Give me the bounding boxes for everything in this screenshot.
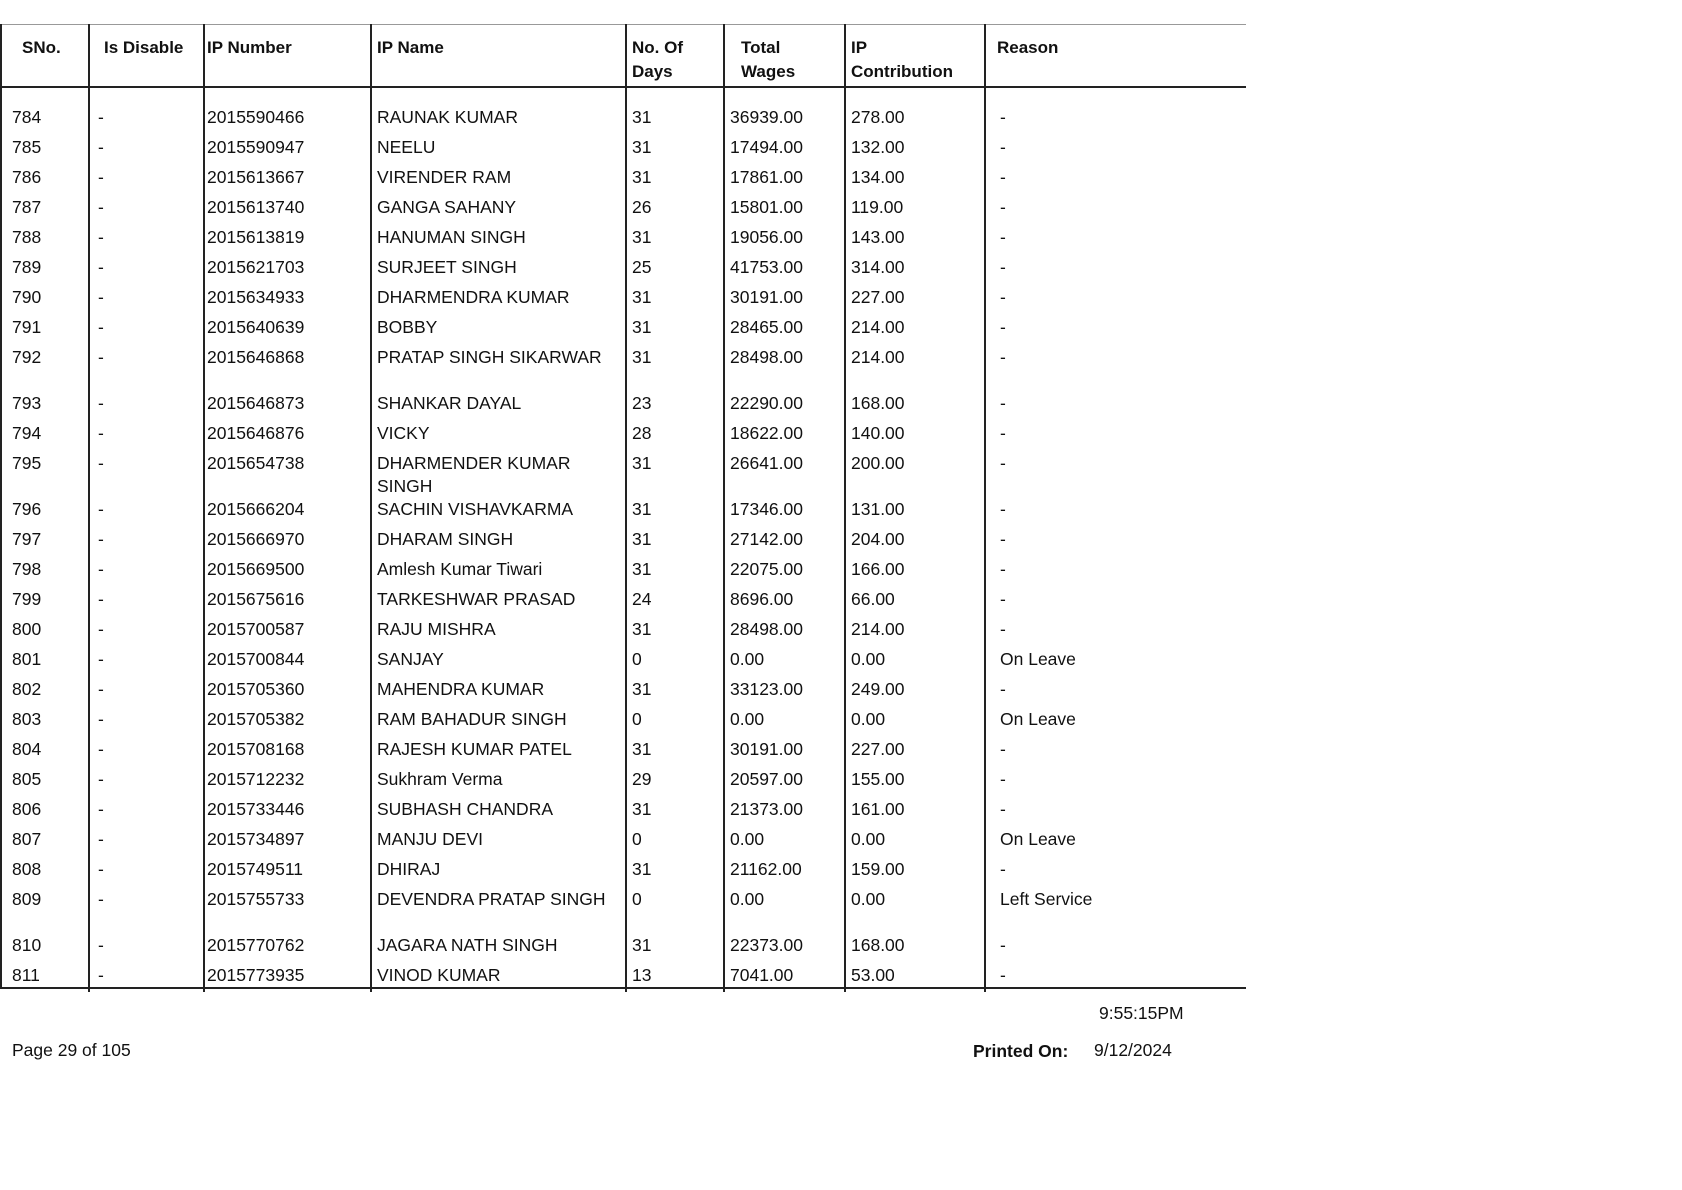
cell-days: 13 <box>632 965 652 985</box>
cell-reason: On Leave <box>1000 649 1076 669</box>
cell-sno: 810 <box>12 935 42 955</box>
printed-on-label: Printed On: <box>973 1041 1069 1061</box>
cell-ip-contribution: 168.00 <box>851 935 905 955</box>
cell-total-wages: 17494.00 <box>730 137 803 157</box>
cell-is-disable: - <box>98 197 104 217</box>
cell-reason: - <box>1000 529 1006 549</box>
cell-is-disable: - <box>98 709 104 729</box>
cell-total-wages: 30191.00 <box>730 287 803 307</box>
cell-sno: 807 <box>12 829 42 849</box>
cell-sno: 785 <box>12 137 42 157</box>
header-bottom-border <box>0 86 1246 88</box>
cell-total-wages: 21162.00 <box>730 859 802 879</box>
cell-ip-number: 2015613819 <box>207 227 305 247</box>
cell-is-disable: - <box>98 649 104 669</box>
cell-ip-number: 2015733446 <box>207 799 305 819</box>
column-divider <box>203 24 205 992</box>
cell-reason: - <box>1000 769 1006 789</box>
cell-ip-name: MANJU DEVI <box>377 829 483 849</box>
cell-ip-name: JAGARA NATH SINGH <box>377 935 558 955</box>
print-time: 9:55:15PM <box>1099 1003 1184 1023</box>
cell-ip-contribution: 200.00 <box>851 453 905 473</box>
cell-ip-number: 2015590466 <box>207 107 305 127</box>
cell-sno: 791 <box>12 317 42 337</box>
cell-days: 29 <box>632 769 652 789</box>
cell-sno: 804 <box>12 739 42 759</box>
column-divider <box>370 24 372 992</box>
cell-is-disable: - <box>98 423 104 443</box>
cell-reason: - <box>1000 317 1006 337</box>
cell-days: 31 <box>632 347 652 367</box>
cell-reason: - <box>1000 799 1006 819</box>
cell-total-wages: 22290.00 <box>730 393 803 413</box>
cell-is-disable: - <box>98 559 104 579</box>
cell-ip-name: VINOD KUMAR <box>377 965 501 985</box>
cell-ip-name: DHIRAJ <box>377 859 441 879</box>
cell-reason: - <box>1000 935 1006 955</box>
cell-days: 31 <box>632 499 652 519</box>
cell-ip-contribution: 278.00 <box>851 107 905 127</box>
cell-sno: 786 <box>12 167 42 187</box>
column-divider <box>88 24 90 992</box>
cell-days: 31 <box>632 453 652 473</box>
cell-sno: 805 <box>12 769 42 789</box>
cell-ip-name: GANGA SAHANY <box>377 197 517 217</box>
cell-ip-number: 2015666970 <box>207 529 305 549</box>
cell-ip-name: NEELU <box>377 137 436 157</box>
cell-days: 0 <box>632 649 642 669</box>
cell-sno: 798 <box>12 559 42 579</box>
cell-total-wages: 17346.00 <box>730 499 803 519</box>
cell-sno: 787 <box>12 197 42 217</box>
cell-total-wages: 7041.00 <box>730 965 794 985</box>
cell-ip-contribution: 159.00 <box>851 859 905 879</box>
cell-ip-contribution: 204.00 <box>851 529 905 549</box>
cell-total-wages: 8696.00 <box>730 589 794 609</box>
cell-sno: 809 <box>12 889 42 909</box>
cell-ip-number: 2015640639 <box>207 317 305 337</box>
cell-days: 0 <box>632 829 642 849</box>
cell-reason: - <box>1000 347 1006 367</box>
cell-ip-contribution: 155.00 <box>851 769 905 789</box>
cell-is-disable: - <box>98 317 104 337</box>
cell-ip-contribution: 161.00 <box>851 799 905 819</box>
column-divider <box>625 24 627 992</box>
cell-ip-name: Sukhram Verma <box>377 769 503 789</box>
cell-ip-number: 2015705360 <box>207 679 305 699</box>
cell-ip-number: 2015621703 <box>207 257 305 277</box>
cell-is-disable: - <box>98 859 104 879</box>
cell-total-wages: 28498.00 <box>730 619 803 639</box>
cell-sno: 803 <box>12 709 42 729</box>
cell-ip-name: DHARMENDER KUMAR SINGH <box>377 453 571 496</box>
cell-ip-name: DHARAM SINGH <box>377 529 514 549</box>
cell-reason: - <box>1000 393 1006 413</box>
cell-ip-contribution: 314.00 <box>851 257 905 277</box>
cell-total-wages: 33123.00 <box>730 679 803 699</box>
cell-reason: On Leave <box>1000 829 1076 849</box>
cell-is-disable: - <box>98 347 104 367</box>
cell-ip-name: SACHIN VISHAVKARMA <box>377 499 574 519</box>
cell-reason: - <box>1000 619 1006 639</box>
table-top-border <box>0 24 1246 25</box>
cell-ip-name: RAJU MISHRA <box>377 619 496 639</box>
header-ip-name: IP Name <box>377 38 444 57</box>
cell-total-wages: 17861.00 <box>730 167 803 187</box>
cell-ip-number: 2015700844 <box>207 649 305 669</box>
cell-ip-number: 2015773935 <box>207 965 305 985</box>
cell-ip-number: 2015613667 <box>207 167 305 187</box>
header-reason: Reason <box>997 38 1059 57</box>
cell-total-wages: 0.00 <box>730 649 765 669</box>
cell-sno: 789 <box>12 257 42 277</box>
cell-sno: 793 <box>12 393 42 413</box>
cell-ip-contribution: 214.00 <box>851 317 905 337</box>
column-divider <box>0 24 2 989</box>
column-divider <box>844 24 846 992</box>
cell-is-disable: - <box>98 589 104 609</box>
cell-is-disable: - <box>98 529 104 549</box>
cell-ip-number: 2015646876 <box>207 423 305 443</box>
cell-ip-contribution: 227.00 <box>851 739 905 759</box>
cell-ip-contribution: 166.00 <box>851 559 905 579</box>
cell-total-wages: 15801.00 <box>730 197 803 217</box>
cell-days: 25 <box>632 257 652 277</box>
cell-is-disable: - <box>98 889 104 909</box>
cell-sno: 800 <box>12 619 42 639</box>
cell-days: 31 <box>632 679 652 699</box>
cell-sno: 802 <box>12 679 42 699</box>
cell-ip-name: SANJAY <box>377 649 444 669</box>
cell-is-disable: - <box>98 107 104 127</box>
cell-days: 23 <box>632 393 652 413</box>
cell-is-disable: - <box>98 137 104 157</box>
cell-is-disable: - <box>98 769 104 789</box>
cell-is-disable: - <box>98 799 104 819</box>
cell-days: 31 <box>632 137 652 157</box>
cell-ip-contribution: 143.00 <box>851 227 905 247</box>
cell-days: 31 <box>632 529 652 549</box>
cell-days: 31 <box>632 287 652 307</box>
cell-ip-number: 2015675616 <box>207 589 305 609</box>
cell-ip-number: 2015770762 <box>207 935 305 955</box>
cell-total-wages: 21373.00 <box>730 799 803 819</box>
cell-ip-contribution: 119.00 <box>851 197 904 217</box>
cell-days: 24 <box>632 589 652 609</box>
cell-reason: - <box>1000 589 1006 609</box>
cell-sno: 801 <box>12 649 42 669</box>
cell-days: 31 <box>632 739 652 759</box>
cell-ip-number: 2015646873 <box>207 393 305 413</box>
cell-reason: - <box>1000 197 1006 217</box>
cell-reason: - <box>1000 453 1006 473</box>
cell-reason: - <box>1000 423 1006 443</box>
cell-ip-contribution: 249.00 <box>851 679 905 699</box>
cell-days: 31 <box>632 167 652 187</box>
cell-ip-name: DEVENDRA PRATAP SINGH <box>377 889 606 909</box>
cell-sno: 808 <box>12 859 42 879</box>
cell-days: 0 <box>632 709 642 729</box>
cell-ip-number: 2015755733 <box>207 889 305 909</box>
cell-ip-name: RAJESH KUMAR PATEL <box>377 739 572 759</box>
cell-ip-contribution: 0.00 <box>851 829 886 849</box>
cell-ip-name: VIRENDER RAM <box>377 167 512 187</box>
cell-total-wages: 19056.00 <box>730 227 803 247</box>
cell-ip-number: 2015613740 <box>207 197 305 217</box>
cell-ip-contribution: 140.00 <box>851 423 905 443</box>
cell-total-wages: 0.00 <box>730 709 765 729</box>
cell-ip-name: SURJEET SINGH <box>377 257 517 277</box>
cell-ip-name: SHANKAR DAYAL <box>377 393 522 413</box>
cell-is-disable: - <box>98 167 104 187</box>
column-divider <box>984 24 986 992</box>
cell-total-wages: 28498.00 <box>730 347 803 367</box>
cell-ip-name: RAM BAHADUR SINGH <box>377 709 567 729</box>
cell-sno: 788 <box>12 227 42 247</box>
cell-ip-name: Amlesh Kumar Tiwari <box>377 559 543 579</box>
cell-ip-contribution: 214.00 <box>851 619 905 639</box>
table-bottom-border <box>0 987 1246 989</box>
cell-ip-name: PRATAP SINGH SIKARWAR <box>377 347 602 367</box>
cell-total-wages: 0.00 <box>730 829 765 849</box>
cell-total-wages: 22075.00 <box>730 559 803 579</box>
cell-total-wages: 26641.00 <box>730 453 803 473</box>
cell-ip-number: 2015590947 <box>207 137 305 157</box>
cell-ip-name: MAHENDRA KUMAR <box>377 679 545 699</box>
cell-days: 31 <box>632 107 652 127</box>
cell-reason: - <box>1000 679 1006 699</box>
cell-is-disable: - <box>98 257 104 277</box>
header-is-disable: Is Disable <box>104 38 184 57</box>
cell-is-disable: - <box>98 679 104 699</box>
cell-days: 28 <box>632 423 652 443</box>
cell-reason: - <box>1000 137 1006 157</box>
cell-total-wages: 18622.00 <box>730 423 803 443</box>
cell-sno: 794 <box>12 423 42 443</box>
cell-ip-contribution: 131.00 <box>851 499 905 519</box>
cell-sno: 792 <box>12 347 42 367</box>
cell-ip-contribution: 134.00 <box>851 167 905 187</box>
cell-reason: On Leave <box>1000 709 1076 729</box>
cell-is-disable: - <box>98 227 104 247</box>
cell-total-wages: 41753.00 <box>730 257 803 277</box>
cell-ip-name: TARKESHWAR PRASAD <box>377 589 576 609</box>
cell-days: 31 <box>632 935 652 955</box>
cell-total-wages: 20597.00 <box>730 769 803 789</box>
cell-reason: - <box>1000 167 1006 187</box>
cell-ip-contribution: 53.00 <box>851 965 895 985</box>
cell-ip-contribution: 0.00 <box>851 649 886 669</box>
cell-is-disable: - <box>98 619 104 639</box>
cell-days: 31 <box>632 559 652 579</box>
cell-total-wages: 27142.00 <box>730 529 803 549</box>
cell-ip-name: RAUNAK KUMAR <box>377 107 518 127</box>
cell-ip-contribution: 132.00 <box>851 137 905 157</box>
cell-ip-number: 2015669500 <box>207 559 305 579</box>
cell-reason: - <box>1000 107 1006 127</box>
cell-ip-number: 2015708168 <box>207 739 305 759</box>
cell-total-wages: 22373.00 <box>730 935 803 955</box>
cell-sno: 811 <box>12 965 40 985</box>
cell-ip-number: 2015646868 <box>207 347 305 367</box>
cell-days: 31 <box>632 227 652 247</box>
cell-reason: - <box>1000 739 1006 759</box>
cell-ip-contribution: 214.00 <box>851 347 905 367</box>
cell-ip-number: 2015734897 <box>207 829 305 849</box>
cell-sno: 790 <box>12 287 42 307</box>
cell-ip-number: 2015705382 <box>207 709 305 729</box>
cell-sno: 799 <box>12 589 42 609</box>
cell-ip-number: 2015700587 <box>207 619 305 639</box>
cell-reason: - <box>1000 965 1006 985</box>
cell-days: 0 <box>632 889 642 909</box>
cell-sno: 806 <box>12 799 42 819</box>
cell-is-disable: - <box>98 829 104 849</box>
cell-reason: Left Service <box>1000 889 1093 909</box>
cell-ip-name: HANUMAN SINGH <box>377 227 526 247</box>
header-ip-number: IP Number <box>207 38 292 57</box>
cell-is-disable: - <box>98 393 104 413</box>
cell-is-disable: - <box>98 965 104 985</box>
cell-ip-number: 2015634933 <box>207 287 305 307</box>
cell-sno: 784 <box>12 107 42 127</box>
cell-days: 26 <box>632 197 652 217</box>
cell-ip-contribution: 0.00 <box>851 709 886 729</box>
cell-ip-number: 2015712232 <box>207 769 305 789</box>
cell-is-disable: - <box>98 453 104 473</box>
cell-is-disable: - <box>98 499 104 519</box>
cell-ip-contribution: 168.00 <box>851 393 905 413</box>
cell-is-disable: - <box>98 739 104 759</box>
cell-total-wages: 36939.00 <box>730 107 803 127</box>
cell-days: 31 <box>632 619 652 639</box>
printed-on-date: 9/12/2024 <box>1094 1040 1172 1060</box>
header-ip-contribution: IP Contribution <box>851 38 953 81</box>
cell-days: 31 <box>632 317 652 337</box>
cell-sno: 797 <box>12 529 42 549</box>
cell-days: 31 <box>632 799 652 819</box>
cell-reason: - <box>1000 227 1006 247</box>
cell-ip-name: VICKY <box>377 423 430 443</box>
cell-reason: - <box>1000 859 1006 879</box>
cell-ip-contribution: 0.00 <box>851 889 886 909</box>
cell-ip-contribution: 227.00 <box>851 287 905 307</box>
cell-sno: 796 <box>12 499 42 519</box>
cell-ip-number: 2015666204 <box>207 499 305 519</box>
cell-ip-name: BOBBY <box>377 317 438 337</box>
cell-is-disable: - <box>98 287 104 307</box>
cell-total-wages: 28465.00 <box>730 317 803 337</box>
cell-reason: - <box>1000 287 1006 307</box>
page-number: Page 29 of 105 <box>12 1040 131 1060</box>
cell-sno: 795 <box>12 453 42 473</box>
cell-is-disable: - <box>98 935 104 955</box>
cell-ip-contribution: 66.00 <box>851 589 895 609</box>
cell-total-wages: 30191.00 <box>730 739 803 759</box>
cell-ip-name: SUBHASH CHANDRA <box>377 799 553 819</box>
header-sno: SNo. <box>22 38 61 57</box>
cell-days: 31 <box>632 859 652 879</box>
cell-reason: - <box>1000 499 1006 519</box>
cell-ip-number: 2015749511 <box>207 859 304 879</box>
cell-reason: - <box>1000 257 1006 277</box>
column-divider <box>723 24 725 992</box>
cell-total-wages: 0.00 <box>730 889 765 909</box>
header-no-of-days: No. Of Days <box>632 38 683 81</box>
header-total-wages: Total Wages <box>741 38 796 81</box>
cell-reason: - <box>1000 559 1006 579</box>
cell-ip-number: 2015654738 <box>207 453 305 473</box>
cell-ip-name: DHARMENDRA KUMAR <box>377 287 570 307</box>
